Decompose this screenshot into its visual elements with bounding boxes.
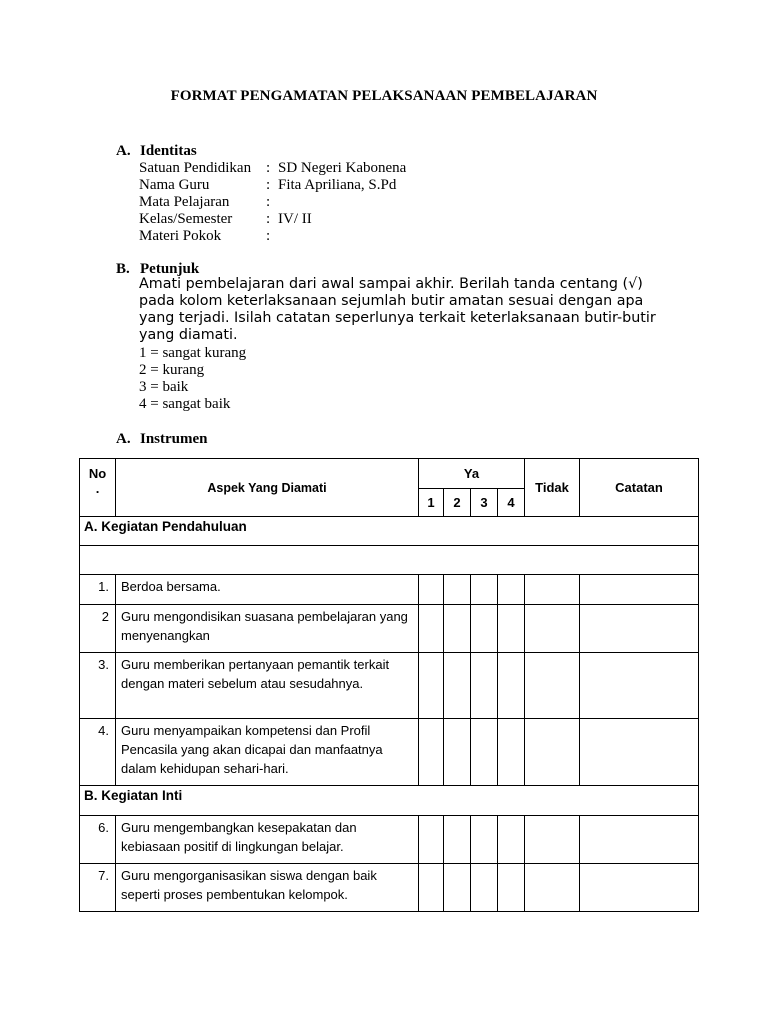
catatan-cell[interactable]: [580, 605, 699, 653]
score-cell[interactable]: [444, 816, 471, 864]
identitas-colon: :: [266, 194, 271, 210]
tidak-cell[interactable]: [525, 575, 580, 605]
item-text: Berdoa bersama.: [116, 575, 419, 605]
score-cell[interactable]: [444, 653, 471, 719]
group-row: [80, 517, 699, 546]
empty-row: [80, 546, 699, 575]
identitas-value: Fita Apriliana, S.Pd: [278, 177, 397, 193]
score-cell[interactable]: [471, 605, 498, 653]
table-row: [80, 719, 699, 786]
item-text: Guru mengembangkan kesepakatan dan kebiasaan positif di lingkungan belajar.: [116, 816, 419, 864]
score-cell[interactable]: [444, 864, 471, 912]
identitas-row-kelas: [139, 211, 406, 228]
identitas-value: IV/ II: [278, 211, 312, 227]
header-no-dot: .: [95, 481, 100, 496]
item-text: Guru memberikan pertanyaan pemantik terkait dengan materi sebelum atau sesudahnya.: [116, 653, 419, 719]
score-cell[interactable]: [471, 864, 498, 912]
scale-item: 1 = sangat kurang: [139, 345, 247, 361]
header-aspek: Aspek Yang Diamati: [116, 459, 419, 517]
petunjuk-paragraph: Amati pembelajaran dari awal sampai akhir. Berilah tanda centang (√) pada kolom keterlaksanaan sejumlah butir amatan sesuai dengan apa yang terjadi. Isilah catatan seperlunya terkait keterlaksanaan butir-butir yang diamati.: [139, 276, 656, 343]
identitas-label: Nama Guru: [139, 177, 210, 193]
score-cell[interactable]: [444, 719, 471, 786]
score-cell[interactable]: [498, 816, 525, 864]
scale-item: 4 = sangat baik: [139, 396, 231, 412]
section-title: Petunjuk: [140, 261, 200, 277]
identitas-list: [139, 160, 406, 245]
identitas-label: Mata Pelajaran: [139, 194, 230, 210]
tidak-cell[interactable]: [525, 864, 580, 912]
item-text: Guru menyampaikan kompetensi dan Profil Pencasila yang akan dicapai dan manfaatnya dalam kehidupan sehari-hari.: [116, 719, 419, 786]
score-cell[interactable]: [498, 653, 525, 719]
identitas-label: Materi Pokok: [139, 228, 222, 244]
score-cell[interactable]: [471, 816, 498, 864]
item-number: 2: [80, 605, 116, 653]
scale-item: 2 = kurang: [139, 362, 205, 378]
section-title: Instrumen: [140, 431, 208, 447]
group-b-label: B. Kegiatan Inti: [80, 786, 699, 816]
item-number: 1.: [80, 575, 116, 605]
table-row: [80, 575, 699, 605]
identitas-colon: :: [266, 160, 271, 176]
catatan-cell[interactable]: [580, 575, 699, 605]
header-ya: Ya: [419, 459, 525, 489]
score-cell[interactable]: [419, 575, 444, 605]
item-number: 4.: [80, 719, 116, 786]
section-letter: A.: [116, 431, 131, 447]
tidak-cell[interactable]: [525, 605, 580, 653]
catatan-cell[interactable]: [580, 653, 699, 719]
tidak-cell[interactable]: [525, 719, 580, 786]
score-cell[interactable]: [419, 605, 444, 653]
score-cell[interactable]: [444, 605, 471, 653]
catatan-cell[interactable]: [580, 719, 699, 786]
identitas-label: Kelas/Semester: [139, 211, 233, 227]
group-row: [80, 786, 699, 816]
header-score-2: 2: [444, 489, 471, 517]
header-no: [80, 459, 116, 517]
header-score-3: 3: [471, 489, 498, 517]
score-cell[interactable]: [471, 719, 498, 786]
identitas-value: SD Negeri Kabonena: [278, 160, 407, 176]
identitas-row-satuan: [139, 160, 406, 177]
score-cell[interactable]: [419, 864, 444, 912]
item-text: Guru mengorganisasikan siswa dengan baik seperti proses pembentukan kelompok.: [116, 864, 419, 912]
score-cell[interactable]: [419, 719, 444, 786]
table-row: [80, 816, 699, 864]
section-letter: B.: [116, 261, 130, 277]
header-catatan: Catatan: [580, 459, 699, 517]
group-a-label: A. Kegiatan Pendahuluan: [80, 517, 699, 546]
score-cell[interactable]: [419, 653, 444, 719]
instrumen-heading: [116, 431, 208, 448]
score-cell[interactable]: [471, 575, 498, 605]
rating-scale: [139, 345, 246, 413]
identitas-row-materi: [139, 228, 406, 245]
identitas-colon: :: [266, 177, 271, 193]
item-text: Guru mengondisikan suasana pembelajaran yang menyenangkan: [116, 605, 419, 653]
identitas-row-mapel: [139, 194, 406, 211]
header-score-4: 4: [498, 489, 525, 517]
item-number: 7.: [80, 864, 116, 912]
identitas-heading: [116, 143, 197, 160]
catatan-cell[interactable]: [580, 816, 699, 864]
tidak-cell[interactable]: [525, 816, 580, 864]
empty-cell: [80, 546, 699, 575]
score-cell[interactable]: [498, 575, 525, 605]
score-cell[interactable]: [498, 864, 525, 912]
identitas-label: Satuan Pendidikan: [139, 160, 252, 176]
document-title: FORMAT PENGAMATAN PELAKSANAAN PEMBELAJARAN: [170, 88, 598, 104]
identitas-colon: :: [266, 211, 271, 227]
observation-table: [79, 458, 699, 912]
table-row: [80, 864, 699, 912]
table-header-row: [80, 459, 699, 489]
section-letter: A.: [116, 143, 131, 159]
scale-item: 3 = baik: [139, 379, 189, 395]
header-tidak: Tidak: [525, 459, 580, 517]
table-row: [80, 605, 699, 653]
tidak-cell[interactable]: [525, 653, 580, 719]
item-number: 6.: [80, 816, 116, 864]
score-cell[interactable]: [419, 816, 444, 864]
identitas-colon: :: [266, 228, 271, 244]
header-score-1: 1: [419, 489, 444, 517]
catatan-cell[interactable]: [580, 864, 699, 912]
score-cell[interactable]: [471, 653, 498, 719]
score-cell[interactable]: [498, 719, 525, 786]
header-no-label: No: [88, 466, 107, 481]
score-cell[interactable]: [444, 575, 471, 605]
score-cell[interactable]: [498, 605, 525, 653]
section-title: Identitas: [140, 143, 197, 159]
identitas-row-guru: [139, 177, 406, 194]
table-row: [80, 653, 699, 719]
item-number: 3.: [80, 653, 116, 719]
